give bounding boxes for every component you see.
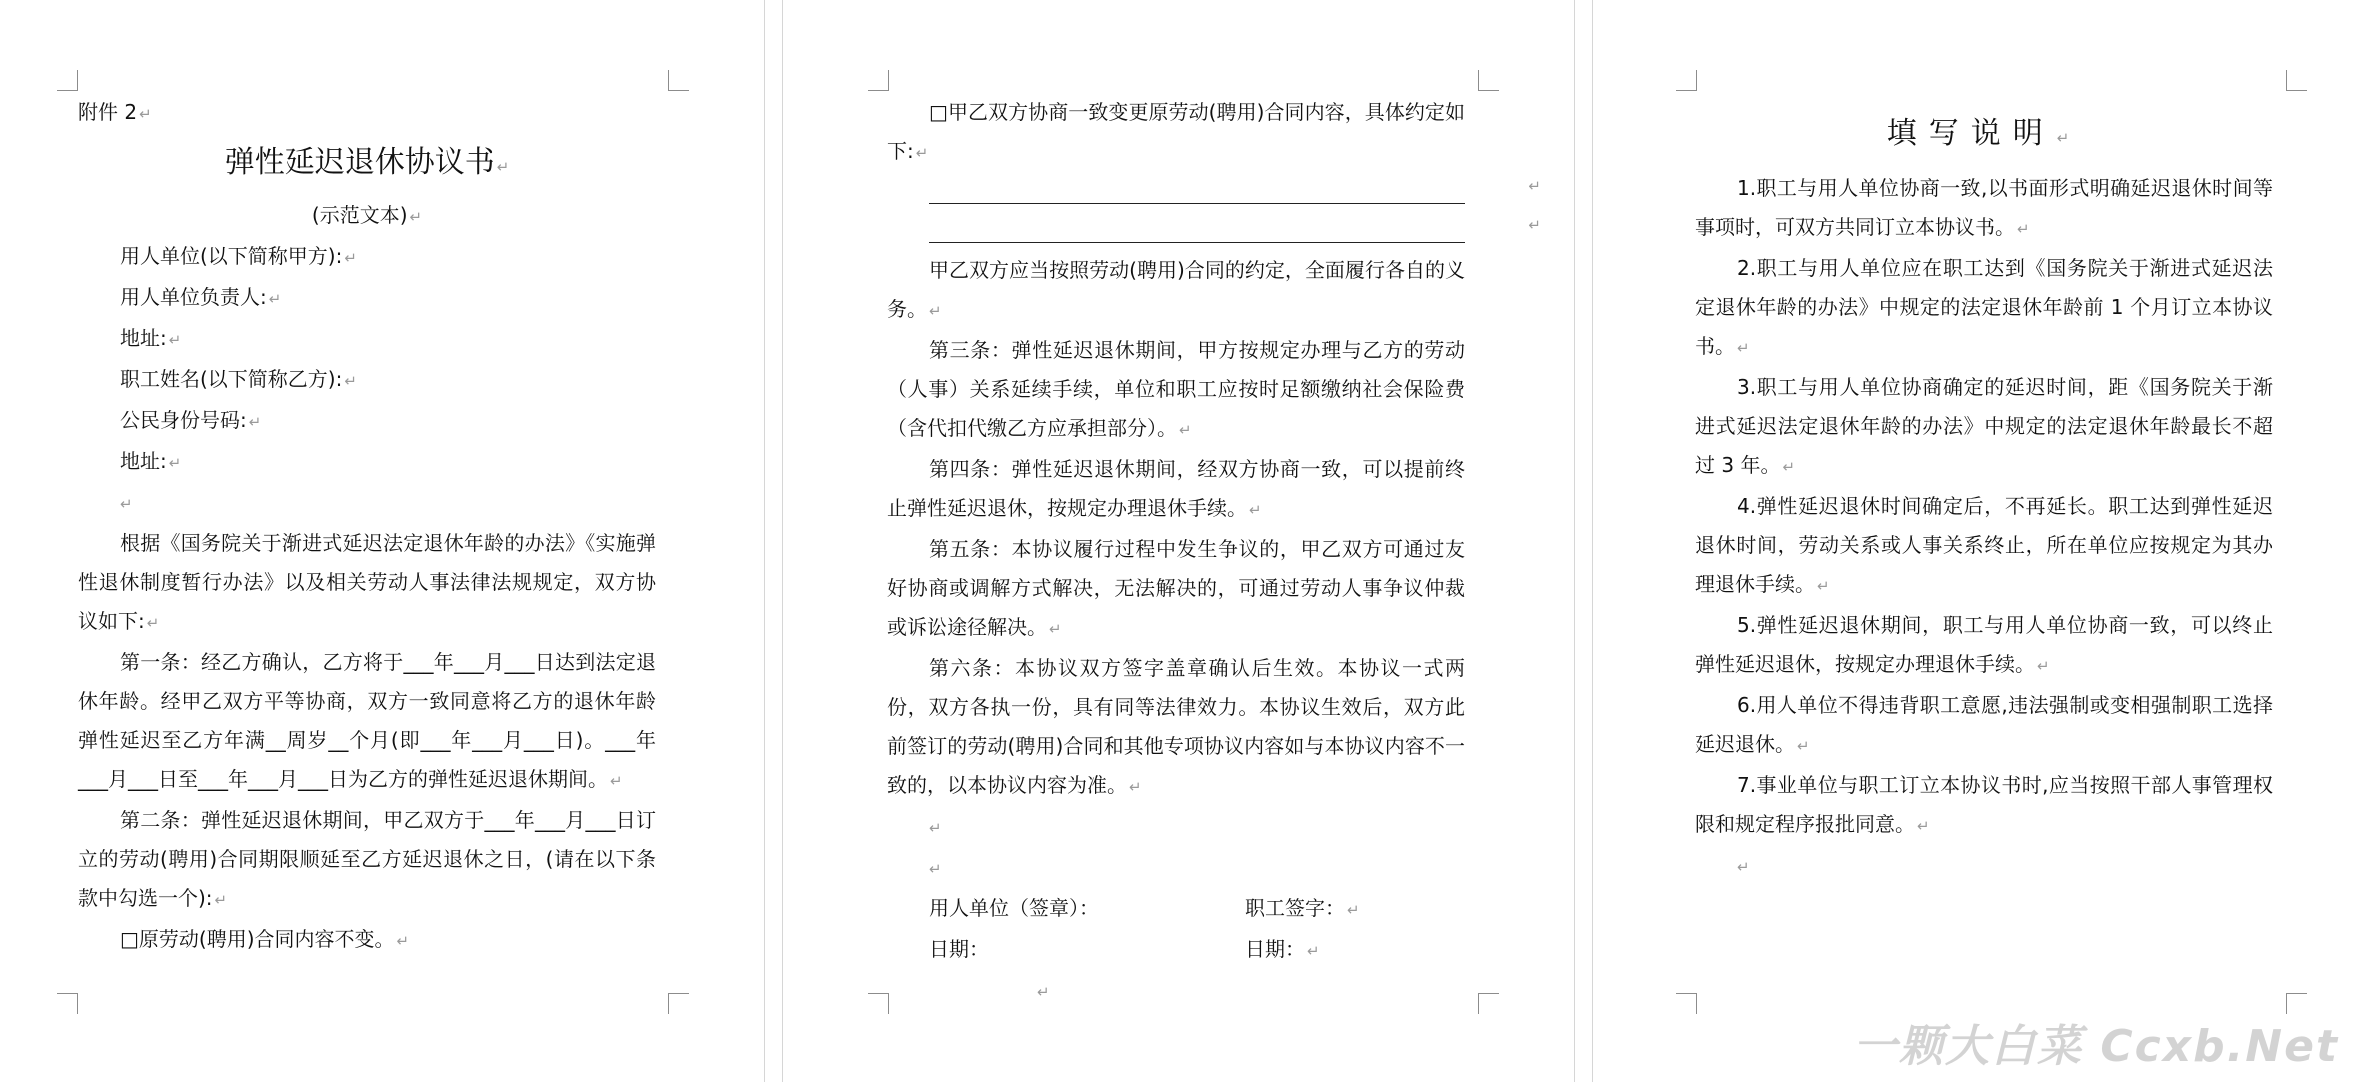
instruction-item: 7.事业单位与职工订立本协议书时,应当按照干部人事管理权限和规定程序报批同意。 ↵	[1695, 766, 2273, 846]
empty-paragraph: ↵	[1737, 858, 1750, 876]
article-6: 第六条：本协议双方签字盖章确认后生效。本协议一式两份，双方各执一份，具有同等法律效力。本协议生效后，双方此前签订的劳动(聘用)合同和其他专项协议内容如与本协议内容不一致的，以本协议内容为准。 ↵	[887, 649, 1465, 807]
article-4: 第四条：弹性延迟退休期间，经双方协商一致，可以提前终止弹性延迟退休，按规定办理退休手续。 ↵	[887, 450, 1465, 530]
attachment-label: 附件 2 ↵	[78, 93, 656, 134]
page-gap-right	[1574, 0, 1575, 1082]
empty-paragraph: ↵	[120, 495, 133, 513]
page-1-body[interactable]	[78, 93, 656, 961]
article-2: 第二条：弹性延迟退休期间，甲乙双方于___年___月___日订立的劳动(聘用)合同期限顺延至乙方延迟退休之日，(请在以下条款中勾选一个): ↵	[78, 801, 656, 920]
employee-date-label: 日期： ↵	[1245, 930, 1320, 971]
empty-paragraph: ↵	[929, 860, 942, 878]
intro-paragraph: 根据《国务院关于渐进式延迟法定退休年龄的办法》《实施弹性退休制度暂行办法》以及相关劳动人事法律法规规定，双方协议如下: ↵	[78, 524, 656, 643]
instruction-item: 1.职工与用人单位协商一致,以书面形式明确延迟退休时间等事项时，可双方共同订立本协议书。 ↵	[1695, 169, 2273, 249]
option-changed[interactable]: □甲乙双方协商一致变更原劳动(聘用)合同内容，具体约定如下: ↵	[887, 93, 1465, 173]
field-employer: 用人单位(以下简称甲方): ↵	[78, 237, 656, 278]
document-page-2[interactable]	[783, 0, 1574, 1082]
instruction-item: 3.职工与用人单位协商确定的延迟时间，距《国务院关于渐进式延迟法定退休年龄的办法》中规定的法定退休年龄最长不超过 3 年。 ↵	[1695, 368, 2273, 487]
document-page-1[interactable]	[0, 0, 764, 1082]
crop-mark-top-left	[868, 70, 889, 91]
article-3: 第三条：弹性延迟退休期间，甲方按规定办理与乙方的劳动（人事）关系延续手续，单位和职工应按时足额缴纳社会保险费（含代扣代缴乙方应承担部分）。 ↵	[887, 331, 1465, 450]
empty-paragraph: ↵	[929, 819, 942, 837]
crop-mark-bottom-left	[868, 993, 889, 1014]
fill-line-1[interactable]: ↵	[887, 173, 1465, 212]
crop-mark-top-right	[1478, 70, 1499, 91]
agreement-subtitle: (示范文本) ↵	[78, 196, 656, 237]
instruction-item: 4.弹性延迟退休时间确定后，不再延长。职工达到弹性延迟退休时间，劳动关系或人事关系终止，所在单位应按规定为其办理退休手续。 ↵	[1695, 487, 2273, 606]
option-unchanged[interactable]: □原劳动(聘用)合同内容不变。 ↵	[78, 920, 656, 961]
crop-mark-top-right	[668, 70, 689, 91]
instruction-item: 5.弹性延迟退休期间，职工与用人单位协商一致，可以终止弹性延迟退休，按规定办理退休手续。 ↵	[1695, 606, 2273, 686]
crop-mark-bottom-left	[57, 993, 78, 1014]
crop-mark-bottom-left	[1676, 993, 1697, 1014]
date-row	[887, 930, 1465, 971]
page-2-body[interactable]	[887, 93, 1541, 1012]
site-watermark: 一颗大白菜 Ccxb.Net	[1853, 1021, 2339, 1072]
crop-mark-top-right	[2286, 70, 2307, 91]
signature-row	[887, 889, 1465, 930]
empty-paragraph: ↵	[1037, 983, 1050, 1001]
performance-clause: 甲乙双方应当按照劳动(聘用)合同的约定，全面履行各自的义务。 ↵	[887, 251, 1465, 331]
instruction-item: 2.职工与用人单位应在职工达到《国务院关于渐进式延迟法定退休年龄的办法》中规定的法定退休年龄前 1 个月订立本协议书。 ↵	[1695, 249, 2273, 368]
field-employer-head: 用人单位负责人: ↵	[78, 278, 656, 319]
field-employer-address: 地址: ↵	[78, 319, 656, 360]
employer-seal-label: 用人单位（签章）：	[929, 896, 1099, 920]
field-employee-name: 职工姓名(以下简称乙方): ↵	[78, 360, 656, 401]
instruction-item: 6.用人单位不得违背职工意愿,违法强制或变相强制职工选择延迟退休。 ↵	[1695, 686, 2273, 766]
page-3-body[interactable]	[1695, 103, 2273, 887]
document-page-3[interactable]	[1593, 0, 2353, 1082]
field-employee-address: 地址: ↵	[78, 442, 656, 483]
page-gap-left	[764, 0, 765, 1082]
employer-date-label: 日期：	[929, 937, 989, 961]
crop-mark-top-left	[1676, 70, 1697, 91]
field-id-number: 公民身份号码: ↵	[78, 401, 656, 442]
crop-mark-bottom-right	[1478, 993, 1499, 1014]
fill-line-2[interactable]: ↵	[887, 212, 1465, 251]
crop-mark-top-left	[57, 70, 78, 91]
agreement-title: 弹性延迟退休协议书 ↵	[78, 134, 656, 196]
employee-sign-label: 职工签字： ↵	[1245, 889, 1360, 930]
article-5: 第五条：本协议履行过程中发生争议的，甲乙双方可通过友好协商或调解方式解决，无法解决的，可通过劳动人事争议仲裁或诉讼途径解决。 ↵	[887, 530, 1465, 649]
instructions-title: 填写说明 ↵	[1695, 103, 2273, 169]
crop-mark-bottom-right	[668, 993, 689, 1014]
article-1: 第一条：经乙方确认，乙方将于___年___月___日达到法定退休年龄。经甲乙双方平等协商，双方一致同意将乙方的退休年龄弹性延迟至乙方年满__周岁__个月(即___年___月___日)。___年___月___日至___年___月___日为乙方的弹性延迟退休期间。 ↵	[78, 643, 656, 801]
